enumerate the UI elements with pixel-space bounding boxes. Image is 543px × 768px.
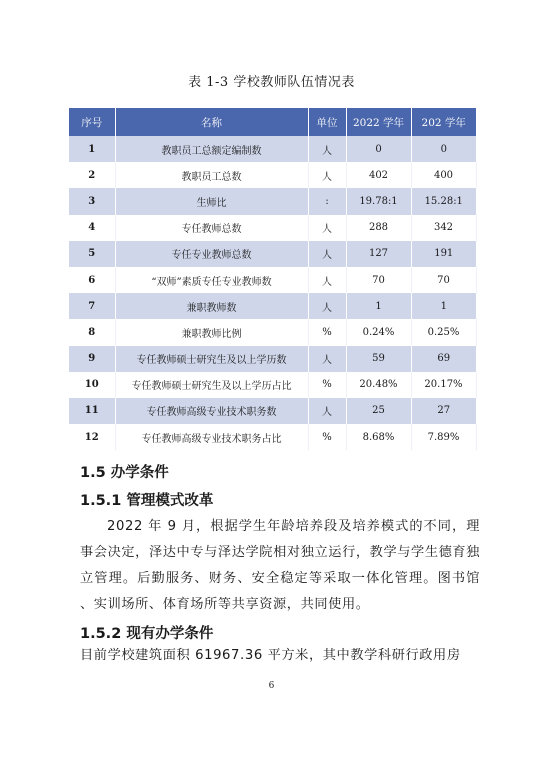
- table-row: [69, 215, 476, 241]
- cell-name: 专任专业教师总数: [115, 241, 308, 267]
- paragraph-current-conditions: 目前学校建筑面积 61967.36 平方米，其中教学科研行政用房: [80, 648, 461, 663]
- paragraph-management-reform: 2022 年 9 月，根据学生年龄培养段及培养模式的不同，理事会决定，泽达中专与泽达学院相对独立运行，教学与学生德育独立管理。后勤服务、财务、安全稳定等采取一体化管理。图书馆 、实训场所、体育场所等共享资源，共同使用。: [80, 519, 480, 612]
- section-heading-1-5: 1.5 办学条件: [80, 465, 169, 481]
- table-row: [69, 372, 476, 398]
- cell-year-next: 69: [411, 346, 476, 372]
- cell-year-next: 0.25%: [411, 319, 476, 345]
- cell-index: 2: [69, 162, 115, 188]
- cell-year-2022: 70: [346, 267, 411, 293]
- cell-unit: 人: [308, 267, 346, 293]
- table-caption: 表 1-3 学校教师队伍情况表: [188, 75, 355, 90]
- cell-name: 教职员工总额定编制数: [115, 136, 308, 162]
- table-header: [69, 108, 476, 136]
- cell-year-2022: 402: [346, 162, 411, 188]
- cell-year-2022: 0: [346, 136, 411, 162]
- cell-index: 1: [69, 136, 115, 162]
- cell-year-2022: 25: [346, 398, 411, 424]
- table-row: [69, 136, 476, 162]
- cell-index: 6: [69, 267, 115, 293]
- cell-year-next: 15.28:1: [411, 188, 476, 214]
- cell-year-next: 27: [411, 398, 476, 424]
- section-heading-1-5-2: 1.5.2 现有办学条件: [80, 626, 214, 642]
- cell-unit: 人: [308, 241, 346, 267]
- cell-unit: 人: [308, 162, 346, 188]
- cell-unit: 人: [308, 398, 346, 424]
- cell-name: 专任教师硕士研究生及以上学历占比: [115, 372, 308, 398]
- cell-year-next: 400: [411, 162, 476, 188]
- table-header-row: [69, 108, 476, 136]
- teacher-table-container: [69, 108, 476, 450]
- cell-name: 生师比: [115, 188, 308, 214]
- table-row: [69, 241, 476, 267]
- cell-name: 专任教师硕士研究生及以上学历数: [115, 346, 308, 372]
- cell-index: 10: [69, 372, 115, 398]
- table-row: [69, 162, 476, 188]
- cell-year-2022: 59: [346, 346, 411, 372]
- cell-unit: %: [308, 319, 346, 345]
- header-index: 序号: [69, 108, 115, 136]
- cell-name: 专任教师总数: [115, 215, 308, 241]
- cell-index: 5: [69, 241, 115, 267]
- cell-year-next: 342: [411, 215, 476, 241]
- cell-year-2022: 19.78:1: [346, 188, 411, 214]
- cell-name: 教职员工总数: [115, 162, 308, 188]
- cell-index: 7: [69, 293, 115, 319]
- cell-index: 11: [69, 398, 115, 424]
- cell-name: 兼职教师数: [115, 293, 308, 319]
- teacher-table: [69, 108, 477, 450]
- cell-unit: 人: [308, 346, 346, 372]
- cell-name: 兼职教师比例: [115, 319, 308, 345]
- cell-unit: 人: [308, 293, 346, 319]
- cell-year-next: 191: [411, 241, 476, 267]
- cell-unit: 人: [308, 215, 346, 241]
- cell-year-2022: 288: [346, 215, 411, 241]
- section-heading-1-5-1: 1.5.1 管理模式改革: [80, 493, 214, 509]
- page-number: 6: [268, 681, 275, 691]
- cell-year-2022: 127: [346, 241, 411, 267]
- cell-name: 专任教师高级专业技术职务占比: [115, 424, 308, 450]
- cell-year-2022: 8.68%: [346, 424, 411, 450]
- cell-year-2022: 20.48%: [346, 372, 411, 398]
- cell-unit: :: [308, 188, 346, 214]
- table-row: [69, 398, 476, 424]
- cell-index: 4: [69, 215, 115, 241]
- table-row: [69, 319, 476, 345]
- cell-year-2022: 1: [346, 293, 411, 319]
- cell-year-next: 7.89%: [411, 424, 476, 450]
- cell-index: 9: [69, 346, 115, 372]
- table-row: [69, 424, 476, 450]
- cell-index: 8: [69, 319, 115, 345]
- cell-year-next: 1: [411, 293, 476, 319]
- table-row: [69, 293, 476, 319]
- table-row: [69, 346, 476, 372]
- header-name: 名称: [115, 108, 308, 136]
- table-row: [69, 188, 476, 214]
- cell-year-next: 70: [411, 267, 476, 293]
- cell-name: 专任教师高级专业技术职务数: [115, 398, 308, 424]
- cell-index: 12: [69, 424, 115, 450]
- table-body: [69, 136, 476, 450]
- cell-year-2022: 0.24%: [346, 319, 411, 345]
- cell-unit: %: [308, 372, 346, 398]
- cell-name: “双师”素质专任专业教师数: [115, 267, 308, 293]
- cell-year-next: 20.17%: [411, 372, 476, 398]
- header-unit: 单位: [308, 108, 346, 136]
- cell-year-next: 0: [411, 136, 476, 162]
- header-year-2022: 2022 学年: [346, 108, 411, 136]
- cell-unit: %: [308, 424, 346, 450]
- cell-unit: 人: [308, 136, 346, 162]
- header-year-next: 202 学年: [411, 108, 476, 136]
- cell-index: 3: [69, 188, 115, 214]
- table-row: [69, 267, 476, 293]
